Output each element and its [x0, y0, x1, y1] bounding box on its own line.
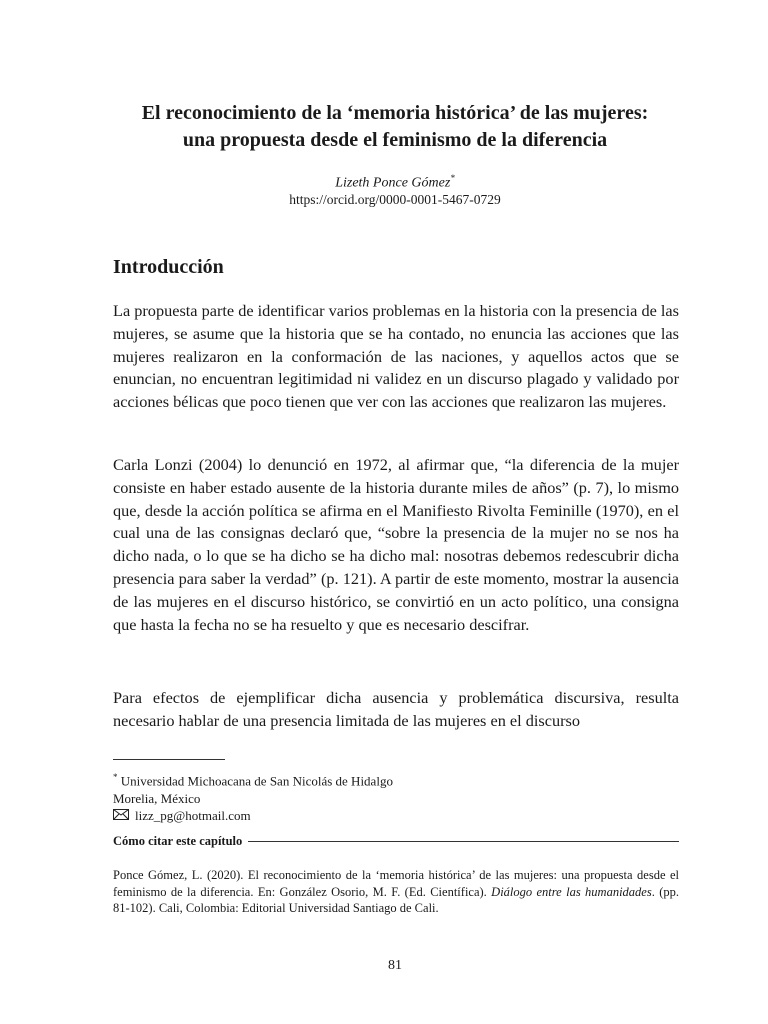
citation-rule	[248, 841, 679, 842]
citation-heading: Cómo citar este capítulo	[113, 834, 243, 848]
author-footnote-marker: *	[450, 173, 455, 183]
chapter-title	[100, 100, 690, 154]
paragraph-2: Carla Lonzi (2004) lo denunció en 1972, al afirmar que, “la diferencia de la mujer consiste en haber estado ausente de la historia durante miles de años” (p. 7), lo mismo que, desde la acción política se afirma en el Manifiesto Rivolta Feminille (1970), en el cual una de las consignas declaró que, “sobre la presencia de la mujer no se nos ha dicho nada, o lo que se ha dicho se ha dicho mal: nosotras debemos redescubrir dicha presencia para saber la verdad” (p. 121). A partir de este momento, mostrar la ausencia de las mujeres en el discurso histórico, se convirtió en un acto político, una consigna que hasta la fecha no se ha resuelto y que es necesario descifrar.	[113, 455, 679, 634]
envelope-icon	[113, 807, 129, 825]
citation-text	[113, 867, 679, 917]
citation-part-1: Ponce Gómez, L. (2020). El reconocimiento de la ‘memoria histórica’ de las mujeres: una propuesta desde el feminismo de la diferencia. En: González Osorio, M. F. (Ed. Científica).	[113, 868, 679, 899]
paragraph-3: Para efectos de ejemplificar dicha ausencia y problemática discursiva, resulta necesario hablar de una presencia limitada de las mujeres en el discurso	[113, 688, 679, 730]
footnote-marker: *	[113, 772, 118, 782]
page-number: 81	[388, 958, 402, 973]
citation-header	[113, 834, 679, 849]
title-line-1: El reconocimiento de la ‘memoria histórica’ de las mujeres:	[141, 102, 649, 124]
orcid-link[interactable]: https://orcid.org/0000-0001-5467-0729	[289, 192, 501, 207]
footnote-location: Morelia, México	[113, 790, 201, 806]
footnote-email[interactable]: lizz_pg@hotmail.com	[135, 808, 251, 824]
title-line-2: una propuesta desde el feminismo de la diferencia	[182, 129, 608, 151]
footnote-divider	[113, 759, 225, 760]
footnote-institution: Universidad Michoacana de San Nicolás de Hidalgo	[120, 773, 393, 789]
citation-book-title: Diálogo entre las humanidades	[491, 884, 652, 899]
footnote	[113, 769, 393, 825]
section-heading: Introducción	[113, 256, 224, 278]
citation-part-2: . (pp. 81-102). Cali, Colombia: Editorial Universidad Santiago de Cali.	[113, 884, 679, 915]
author-name: Lizeth Ponce Gómez	[335, 175, 451, 191]
paragraph-1: La propuesta parte de identificar varios problemas en la historia con la presencia de las mujeres, se asume que la historia que se ha contado, no enuncia las acciones que las mujeres realizaron en la conformación de las naciones, y aquellos actos que se enuncian, no encuentran legitimidad ni validez en un discurso plagado y validado por acciones bélicas que poco tienen que ver con las acciones que realizaron las mujeres.	[113, 301, 679, 412]
author-line	[0, 173, 768, 192]
